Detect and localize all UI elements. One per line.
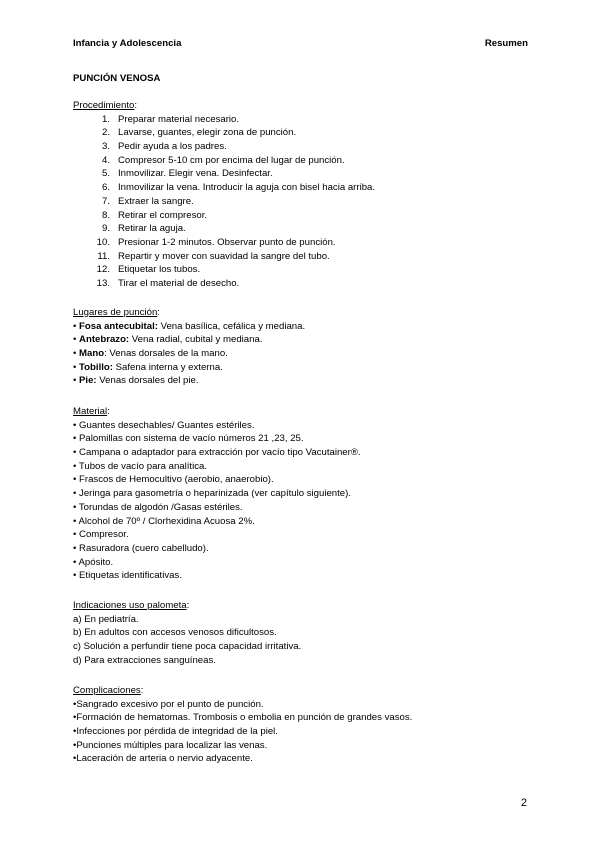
list-item-text: Retirar la aguja. [118, 223, 186, 235]
list-item-number: 4. [101, 154, 110, 166]
list-item: b) En adultos con accesos venosos dificultosos. [73, 627, 277, 639]
list-item: • Tubos de vacío para analítica. [73, 460, 208, 472]
list-item: • Alcohol de 70º / Clorhexidina Acuosa 2%. [73, 515, 255, 527]
list-item: • Tobillo: Safena interna y externa. [73, 361, 223, 373]
list-item: • Apósito. [73, 556, 114, 568]
list-item-term: Fosa antecubital: [79, 320, 158, 332]
list-item: • Campana o adaptador para extracción por vacío tipo Vacutainer®. [73, 447, 361, 459]
list-item [73, 277, 543, 291]
list-item: • Mano: Venas dorsales de la mano. [73, 348, 228, 360]
list-item [73, 140, 543, 154]
list-item-text: Tirar el material de desecho. [118, 277, 240, 289]
list-item: • Fosa antecubital: Vena basílica, cefálica y mediana. [73, 320, 306, 332]
list-item: • Jeringa para gasometría o heparinizada (ver capítulo siguiente). [73, 488, 352, 500]
list-item: d) Para extracciones sanguíneas. [73, 654, 216, 666]
section-heading: Complicaciones: [73, 685, 144, 696]
list-item-text: Pedir ayuda a los padres. [118, 141, 227, 153]
material-list [73, 419, 543, 583]
list-item-text: Compresor 5-10 cm por encima del lugar de punción. [118, 154, 345, 166]
section-heading: Indicaciones uso palometa: [73, 600, 190, 611]
list-item-number: 3. [101, 141, 110, 153]
section-complicaciones [73, 684, 543, 766]
indicaciones-list [73, 613, 543, 668]
list-item-desc: Safena interna y externa. [112, 361, 223, 373]
section-lugares [73, 306, 543, 388]
list-item-number: 10. [96, 236, 110, 248]
section-heading: Lugares de punción: [73, 307, 160, 318]
list-item-text: Retirar el compresor. [118, 209, 208, 221]
list-item: •Sangrado excesivo por el punto de punción. [73, 698, 264, 710]
list-item [73, 236, 543, 250]
list-item-desc: : Venas dorsales de la mano. [104, 348, 228, 360]
list-item-number: 8. [101, 209, 110, 221]
list-item-term: Tobillo: [79, 361, 113, 373]
list-item: • Rasuradora (cuero cabelludo). [73, 542, 209, 554]
section-material [73, 405, 543, 583]
list-item-desc: Vena basílica, cefálica y mediana. [157, 320, 306, 332]
list-item-text: Presionar 1-2 minutos. Observar punto de punción. [118, 236, 336, 248]
list-item [73, 250, 543, 264]
section-heading: Procedimiento: [73, 100, 137, 111]
list-item-term: Antebrazo: [79, 334, 130, 346]
page-number: 2 [520, 797, 527, 809]
list-item-text: Inmovilizar la vena. Introducir la aguja con bisel hacia arriba. [118, 182, 376, 194]
list-item-desc: Vena radial, cubital y mediana. [129, 334, 263, 346]
section-procedimiento [73, 99, 543, 291]
list-item-text: Inmovilizar. Elegir vena. Desinfectar. [118, 168, 273, 180]
page-title: PUNCIÓN VENOSA [73, 73, 161, 84]
list-item: • Antebrazo: Vena radial, cubital y mediana. [73, 334, 263, 346]
list-item-number: 1. [101, 113, 110, 125]
list-item [73, 126, 543, 140]
list-item: • Torundas de algodón /Gasas estériles. [73, 501, 243, 513]
list-item: • Pie: Venas dorsales del pie. [73, 375, 199, 387]
list-item: •Infecciones por pérdida de integridad de la piel. [73, 726, 278, 738]
list-item-number: 11. [97, 250, 110, 262]
list-item: c) Solución a perfundir tiene poca capacidad irritativa. [73, 641, 302, 653]
list-item-text: Preparar material necesario. [118, 113, 240, 125]
header-left: Infancia y Adolescencia [73, 38, 182, 49]
list-item-number: 2. [101, 127, 110, 139]
list-item: • Etiquetas identificativas. [73, 570, 182, 582]
list-item: • Frascos de Hemocultivo (aerobio, anaerobio). [73, 474, 274, 486]
list-item [73, 154, 543, 168]
list-item-number: 6. [101, 182, 110, 194]
list-item-number: 9. [101, 223, 110, 235]
list-item-text: Extraer la sangre. [118, 195, 194, 207]
list-item: a) En pediatría. [73, 613, 139, 625]
list-item: • Palomillas con sistema de vacío números 21 ,23, 25. [73, 433, 304, 445]
list-item: • Compresor. [73, 529, 129, 541]
complicaciones-list [73, 698, 543, 766]
list-item-term: Pie: [79, 375, 97, 387]
list-item-term: Mano [79, 348, 105, 360]
list-item-text: Etiquetar los tubos. [118, 264, 201, 276]
list-item: •Punciones múltiples para localizar las venas. [73, 739, 268, 751]
list-item-number: 5. [101, 168, 110, 180]
section-heading: Material: [73, 406, 110, 417]
list-item: •Laceración de arteria o nervio adyacente. [73, 753, 253, 765]
procedimiento-list [73, 113, 543, 291]
list-item-number: 12. [96, 264, 110, 276]
list-item: •Formación de hematomas. Trombosis o embolia en punción de grandes vasos. [73, 712, 413, 724]
list-item [73, 195, 543, 209]
list-item [73, 209, 543, 223]
list-item-text: Lavarse, guantes, elegir zona de punción. [118, 127, 297, 139]
list-item-text: Repartir y mover con suavidad la sangre del tubo. [118, 250, 330, 262]
list-item-number: 13. [96, 277, 110, 289]
list-item [73, 222, 543, 236]
lugares-list [73, 320, 543, 388]
list-item-number: 7. [101, 195, 110, 207]
header-right: Resumen [484, 38, 528, 49]
list-item: • Guantes desechables/ Guantes estériles. [73, 419, 255, 431]
list-item [73, 167, 543, 181]
list-item-desc: Venas dorsales del pie. [96, 375, 199, 387]
list-item [73, 263, 543, 277]
section-indicaciones [73, 599, 543, 667]
list-item [73, 113, 543, 127]
list-item [73, 181, 543, 195]
